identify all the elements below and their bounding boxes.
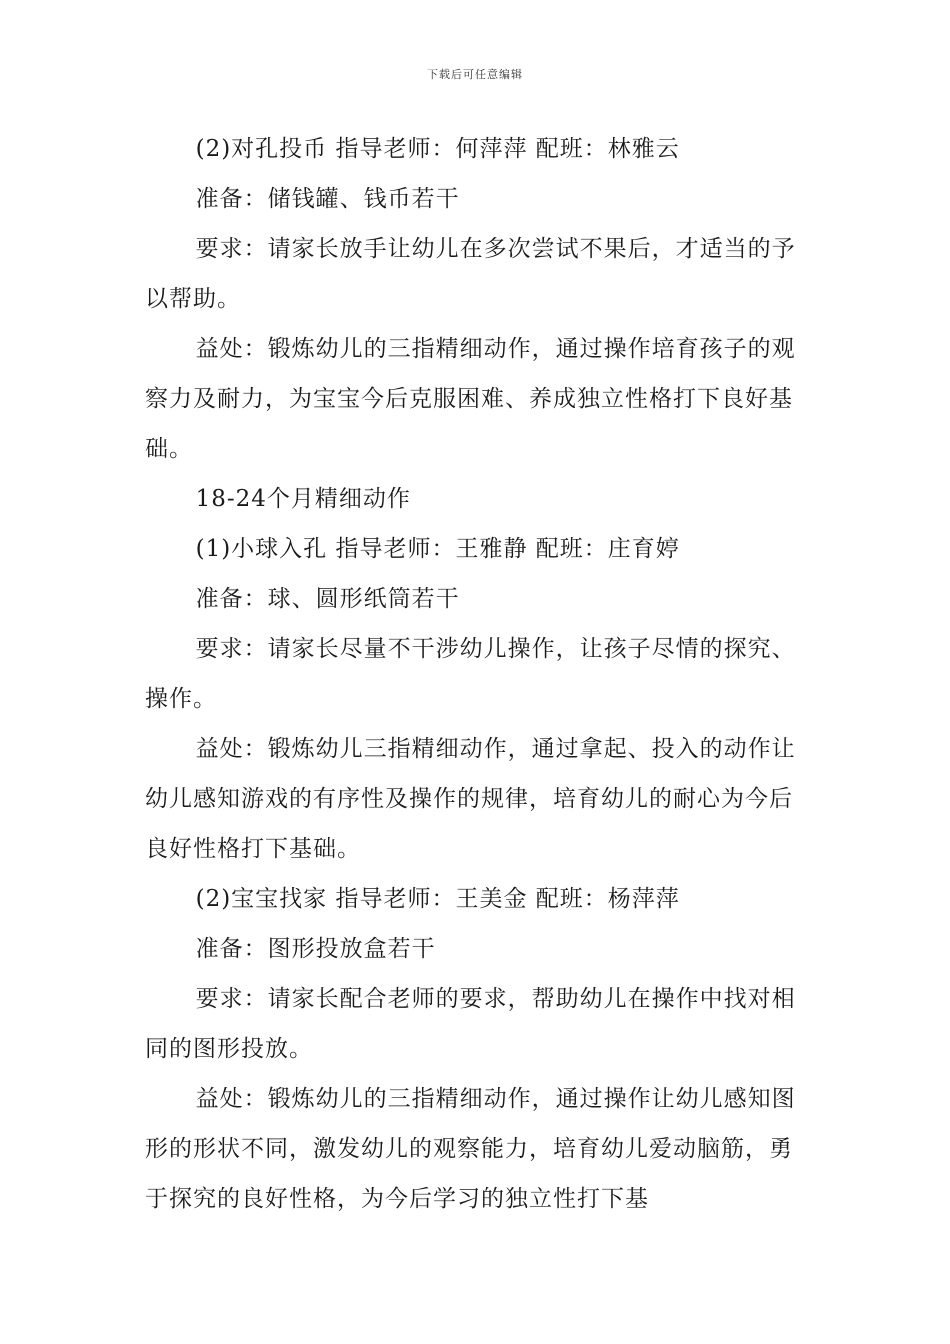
paragraph-requirement: 要求：请家长配合老师的要求，帮助幼儿在操作中找对相同的图形投放。 — [145, 986, 796, 1062]
paragraph-benefit: 益处：锻炼幼儿三指精细动作，通过拿起、投入的动作让幼儿感知游戏的有序性及操作的规律，培育幼儿的耐心为今后良好性格打下基础。 — [145, 736, 796, 862]
page-header: 下载后可任意编辑 — [427, 68, 523, 81]
paragraph-activity-home: (2)宝宝找家 指导老师：王美金 配班：杨萍萍 — [195, 886, 680, 912]
paragraph-requirement: 要求：请家长放手让幼儿在多次尝试不果后，才适当的予以帮助。 — [145, 236, 796, 312]
section-heading: 18-24个月精细动作 — [195, 486, 411, 512]
paragraph-preparation: 准备：图形投放盒若干 — [195, 936, 436, 962]
paragraph-activity-ball: (1)小球入孔 指导老师：王雅静 配班：庄育婷 — [195, 536, 680, 562]
paragraph-benefit: 益处：锻炼幼儿的三指精细动作，通过操作培育孩子的观察力及耐力，为宝宝今后克服困难、养成独立性格打下良好基础。 — [145, 336, 796, 462]
paragraph-benefit: 益处：锻炼幼儿的三指精细动作，通过操作让幼儿感知图形的形状不同，激发幼儿的观察能力，培育幼儿爱动脑筋，勇于探究的良好性格，为今后学习的独立性打下基 — [145, 1086, 796, 1212]
paragraph-preparation: 准备：球、圆形纸筒若干 — [195, 586, 460, 612]
paragraph-preparation: 准备：储钱罐、钱币若干 — [195, 186, 460, 212]
document-body — [145, 124, 807, 1224]
paragraph-requirement: 要求：请家长尽量不干涉幼儿操作，让孩子尽情的探究、操作。 — [145, 636, 796, 712]
paragraph-activity-coin: (2)对孔投币 指导老师：何萍萍 配班：林雅云 — [195, 136, 680, 162]
